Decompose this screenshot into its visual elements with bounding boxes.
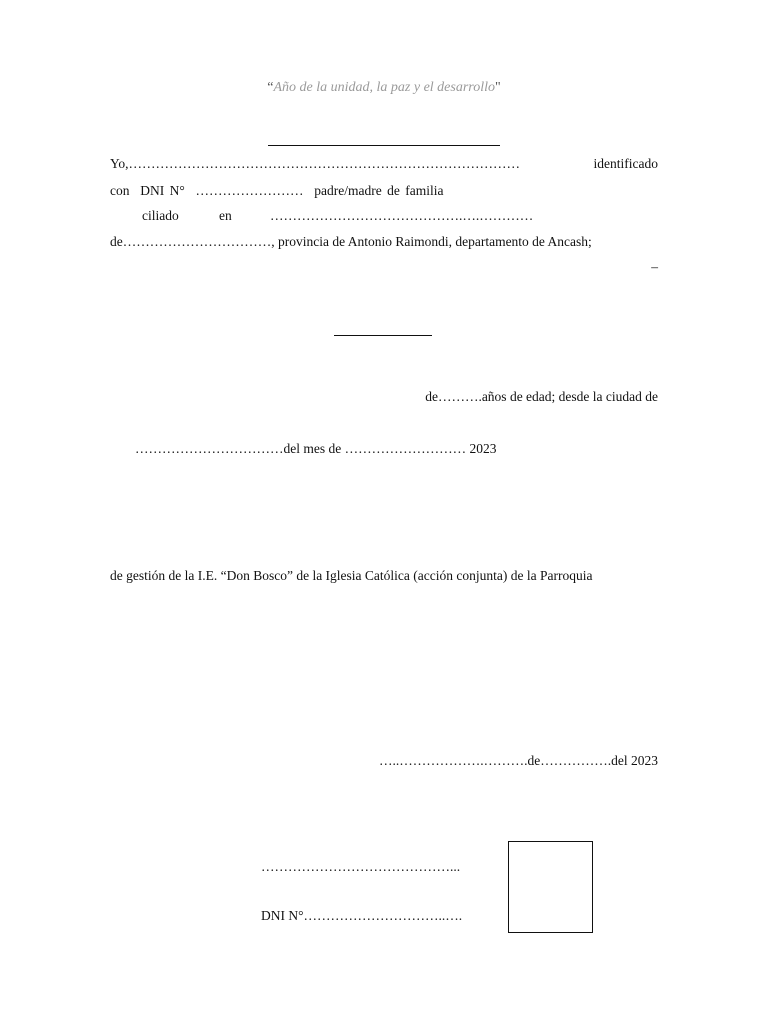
motto-close-quote: " — [495, 80, 501, 95]
declaration-line-2: con DNI N° …………………… padre/madre de familia — [110, 183, 444, 198]
declaration-line-3-en: en — [219, 208, 232, 223]
date-text: ……………………………del mes de ……………………… 2023 — [135, 441, 497, 456]
school-text: de gestión de la I.E. “Don Bosco” de la Iglesia Católica (acción conjunta) de la Parroquia — [110, 568, 593, 583]
declaration-line-5: – — [651, 259, 658, 274]
header-motto — [0, 80, 768, 96]
school-line — [110, 568, 592, 584]
title-underline — [268, 145, 500, 146]
declaration-line-3 — [142, 208, 179, 224]
domicile-blank: …………………………………….….………… — [270, 208, 534, 223]
fingerprint-box — [508, 841, 593, 933]
date-line — [135, 441, 496, 457]
district-province-text: de……………………………, provincia de Antonio Raimondi, departamento de Ancash; — [110, 234, 592, 249]
dni-blank: …………………… — [195, 183, 304, 198]
age-line — [425, 389, 658, 405]
place-date-line — [379, 753, 658, 769]
signature-dni-line: DNI N°…………………………..…. — [261, 908, 463, 923]
identified-word: identificado — [593, 156, 658, 171]
signature-name-line: ……………………………………... — [261, 859, 461, 874]
place-date-text: …..……………….……….de…………….del 2023 — [379, 753, 658, 768]
age-text: de……….años de edad; desde la ciudad de — [425, 389, 658, 404]
domicile-word: ciliado — [142, 208, 179, 223]
section-underline — [334, 335, 432, 336]
declarant-name-blank: Yo,…………………………………………………………………………… — [110, 156, 521, 171]
declaration-line-4 — [110, 234, 658, 250]
motto-open-quote: “ — [267, 80, 274, 95]
motto-text: Año de la unidad, la paz y el desarrollo — [273, 80, 496, 95]
declaration-line-1 — [110, 156, 658, 172]
